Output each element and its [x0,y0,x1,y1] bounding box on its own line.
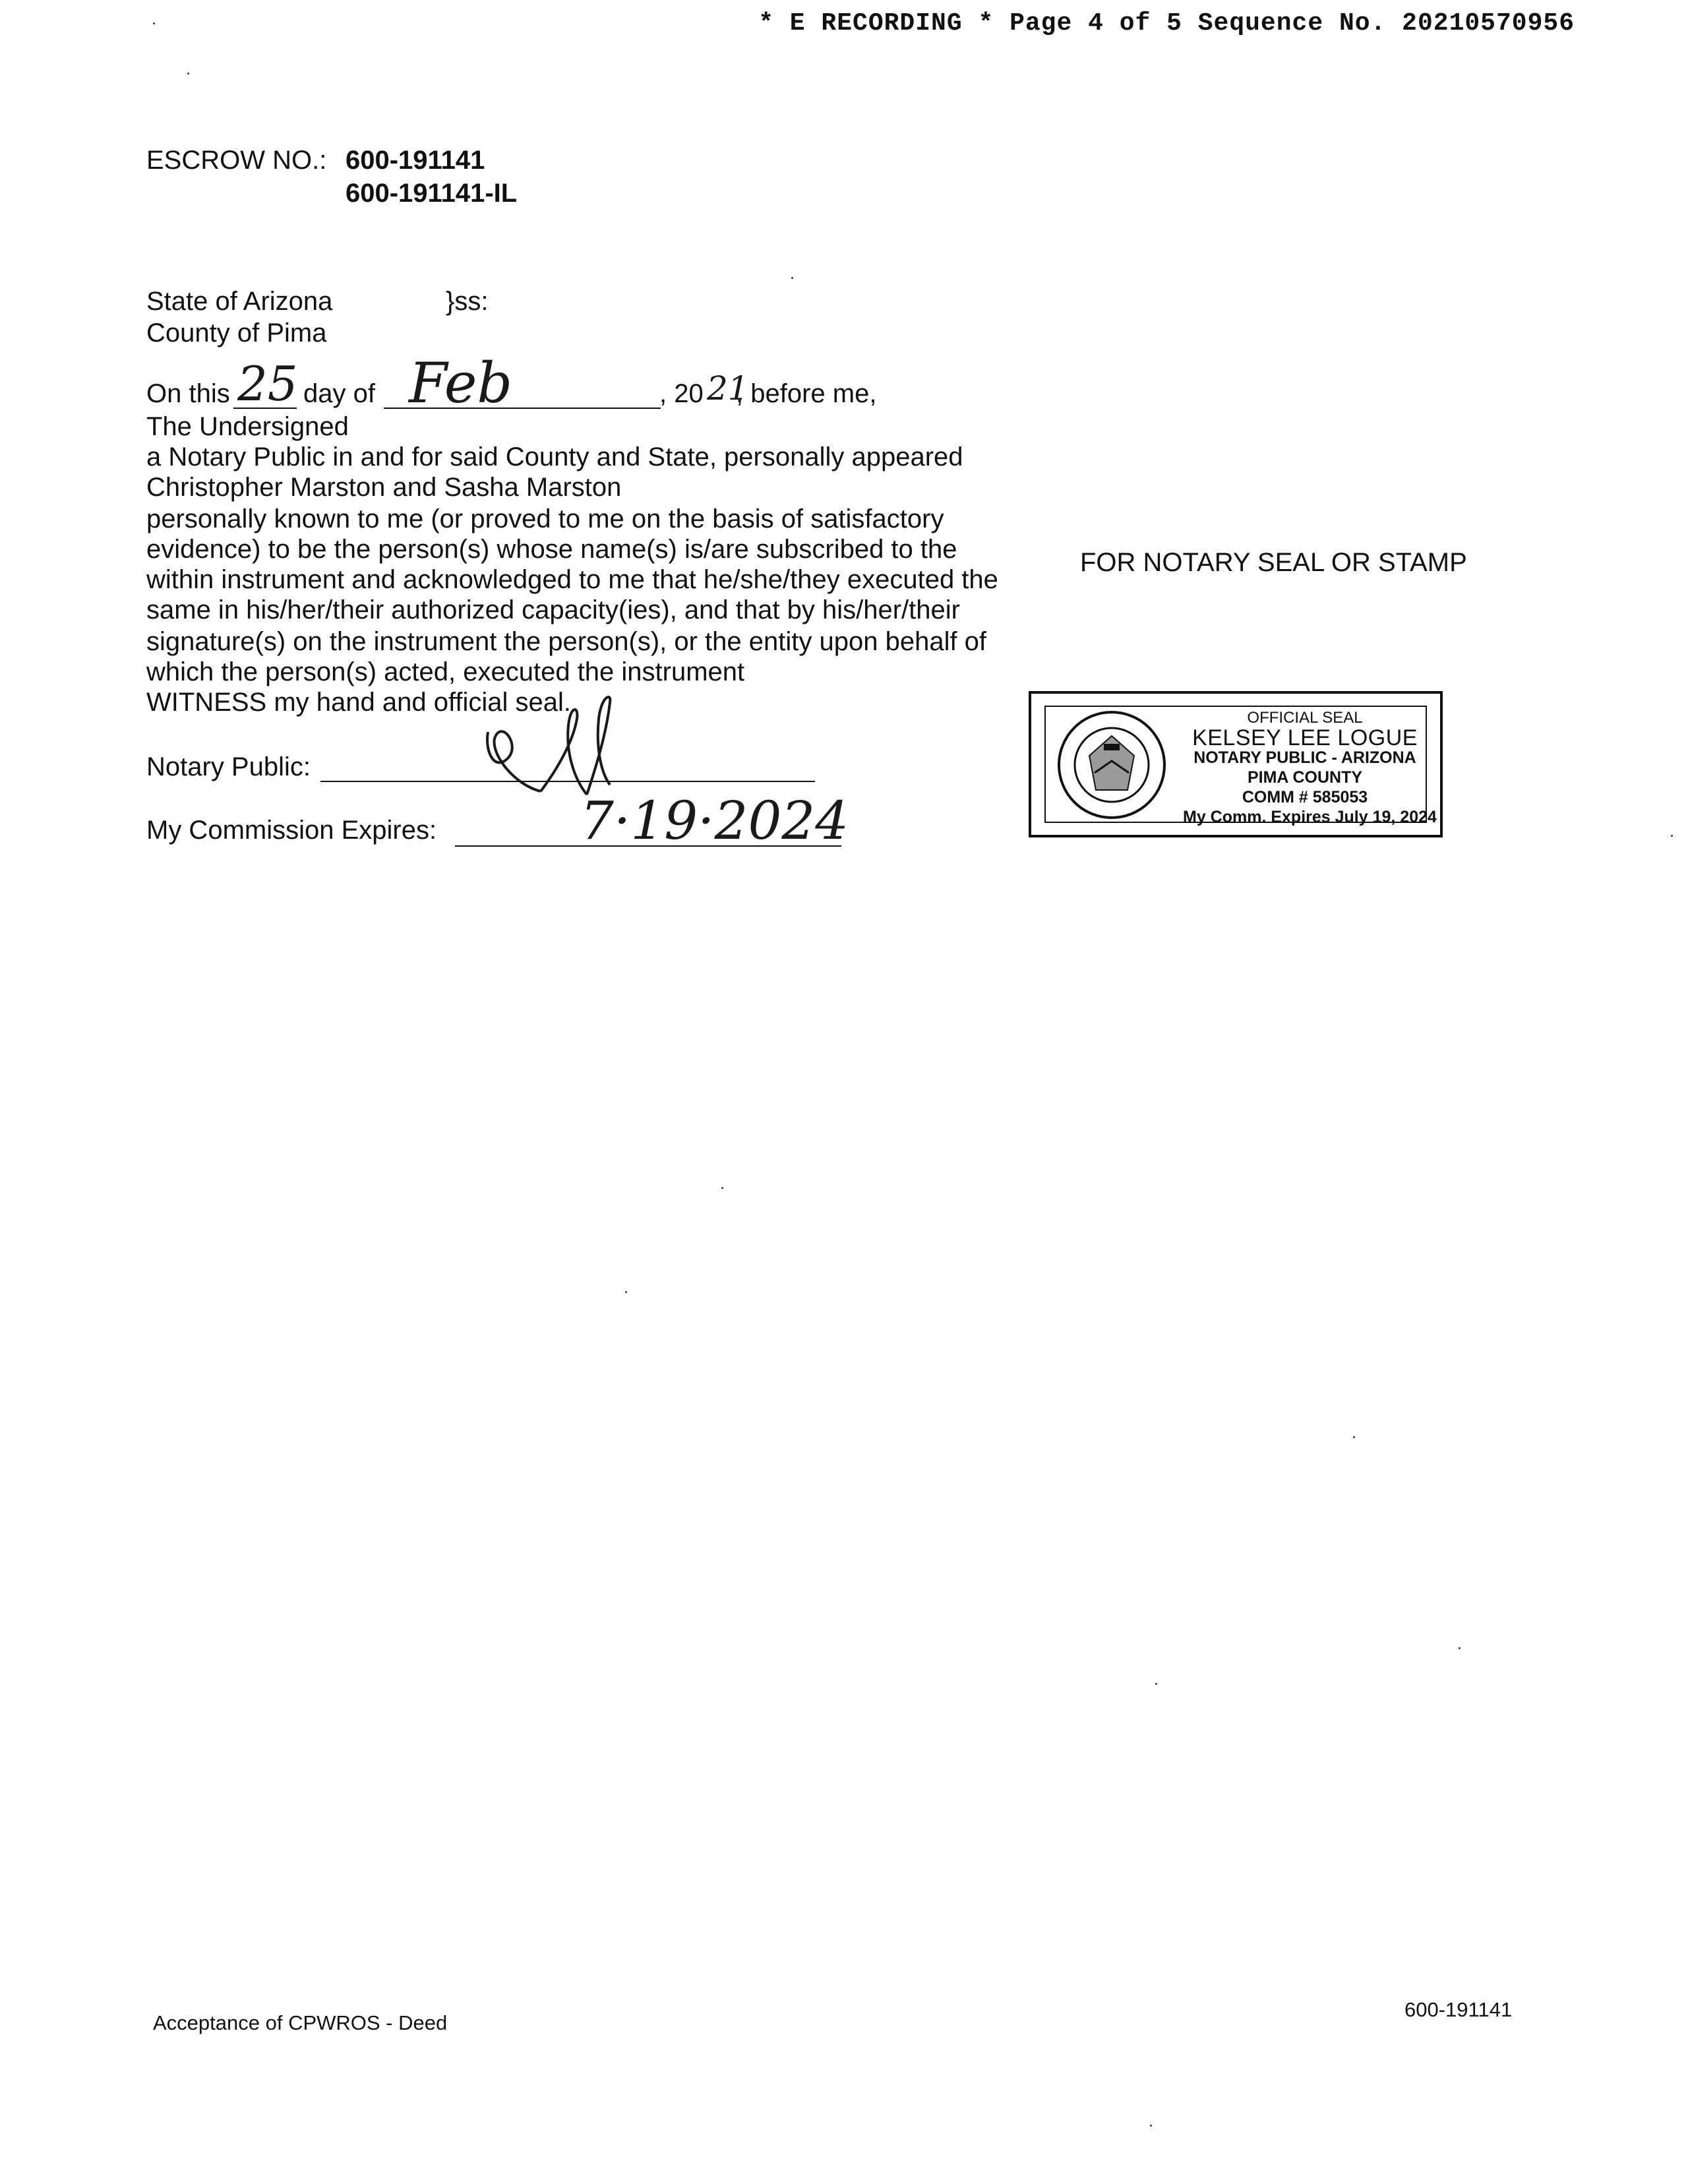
notary-public-label: Notary Public: [146,752,311,781]
stamp-line-official-seal: OFFICIAL SEAL [1247,709,1363,727]
handwritten-month: Feb [409,351,513,415]
notary-signature [462,692,620,798]
notary-stamp [1029,691,1443,837]
scan-speck [721,1187,723,1189]
commission-label: My Commission Expires: [146,816,437,845]
on-this-text: On this [146,379,230,408]
scan-speck [153,22,155,24]
scan-speck [1155,1683,1157,1685]
ack-line-5: within instrument and acknowledged to me that he/she/they executed the [146,565,998,594]
stamp-line-name: KELSEY LEE LOGUE [1192,725,1418,750]
venue-county: County of Pima [146,318,327,348]
venue-state: State of Arizona [146,287,333,316]
before-me-text: , before me, [736,379,877,408]
venue-ss: }ss: [446,287,489,316]
scan-speck [1459,1647,1461,1649]
undersigned-text: The Undersigned [146,412,349,441]
ack-line-2: Christopher Marston and Sasha Marston [146,473,622,502]
year-prefix: , 20 [659,379,704,408]
ack-line-6: same in his/her/their authorized capacity(ies), and that by his/her/their [146,595,960,624]
ack-line-1: a Notary Public in and for said County and State, personally appeared [146,442,963,471]
recording-header: * E RECORDING * Page 4 of 5 Sequence No. 20210570956 [758,9,1575,38]
stamp-line-county: PIMA COUNTY [1247,768,1363,787]
scan-speck [187,73,189,75]
stamp-text [1183,708,1437,827]
stamp-line-expires: My Comm. Expires July 19, 2024 [1183,808,1437,826]
scan-speck [625,1291,627,1293]
handwritten-commission-date: 7·19·2024 [580,790,849,851]
handwritten-day: 25 [237,356,298,411]
ack-line-8: which the person(s) acted, executed the instrument [146,657,745,686]
scan-speck [791,277,793,279]
stamp-line-notary: NOTARY PUBLIC - ARIZONA [1193,748,1416,767]
ack-line-4: evidence) to be the person(s) whose name(s) is/are subscribed to the [146,535,957,564]
ack-line-7: signature(s) on the instrument the person(s), or the entity upon behalf of [146,627,987,656]
escrow-number-il: 600-191141-IL [346,179,518,208]
state-seal-emblem [1056,710,1167,820]
stamp-line-comm: COMM # 585053 [1242,788,1368,806]
scan-speck [1671,835,1673,837]
escrow-label: ESCROW NO.: [146,146,327,175]
escrow-number: 600-191141 [346,146,485,175]
footer-doc-title: Acceptance of CPWROS - Deed [153,2011,448,2034]
ack-line-3: personally known to me (or proved to me on the basis of satisfactory [146,504,944,533]
seal-area-label: FOR NOTARY SEAL OR STAMP [1080,548,1467,577]
footer-escrow-number: 600-191141 [1404,1998,1513,2021]
day-of-text: day of [303,379,375,408]
scan-speck [1150,2125,1152,2127]
witness-line: WITNESS my hand and official seal. [146,688,571,717]
scan-speck [1353,1436,1355,1438]
handwritten-year: 21 [707,369,749,408]
